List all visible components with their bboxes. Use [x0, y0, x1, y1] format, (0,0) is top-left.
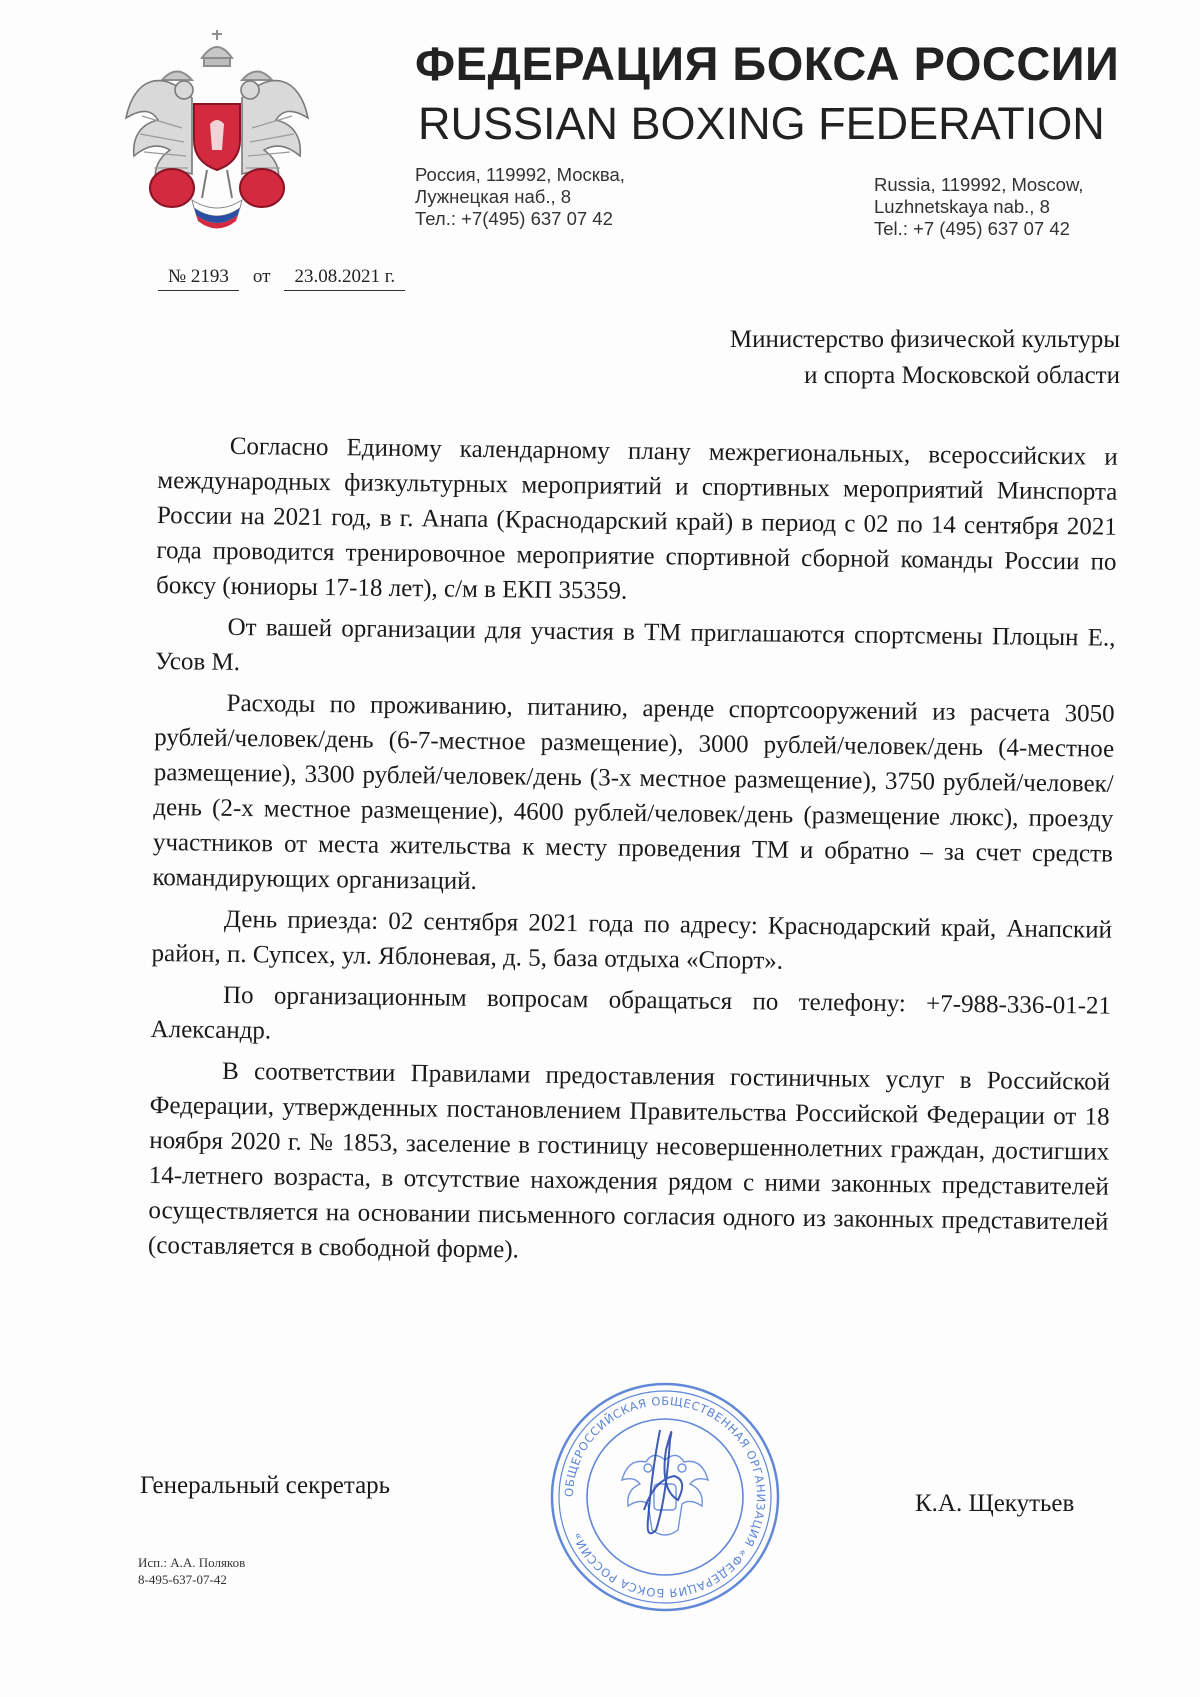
address-en: [874, 174, 1083, 240]
document-number-line: [158, 266, 405, 291]
addressee-line: и спорта Московской области: [804, 362, 1120, 389]
svg-text:ОБЩЕРОССИЙСКАЯ ОБЩЕСТВЕННАЯ ОР: [562, 1394, 768, 1600]
body-paragraph: По организационным вопросам обращаться по телефону: +7-988-336-01-21 Александр.: [150, 981, 1112, 1045]
federation-emblem-icon: [122, 28, 312, 233]
from-word: от: [252, 266, 271, 287]
executor-name: Исп.: А.А. Поляков: [138, 1555, 246, 1570]
executor-phone: 8-495-637-07-42: [138, 1572, 227, 1587]
signatory-title: Генеральный секретарь: [140, 1472, 391, 1499]
body-paragraph: Расходы по проживанию, питанию, аренде спортсооружений из расчета 3050 рублей/человек/день (6-7-местное размещение), 3000 рублей/человек/день (4-местное размещение), 3300 рублей/человек/день (3-х местное размещение), 3750 рублей/человек/день (2-х местное размещение), 4600 рублей/человек/день (размещение люкс), проезду участников от места жительства к месту проведения ТМ и обратно – за счет средств командирующих организаций.: [152, 689, 1115, 895]
round-seal-stamp-icon: [548, 1380, 782, 1614]
addressee-line: Министерство физической культуры: [729, 326, 1120, 353]
address-ru-line: Лужнецкая наб., 8: [415, 186, 572, 207]
signatory-name: К.А. Щекутьев: [915, 1490, 1075, 1517]
body-paragraph: Согласно Единому календарному плану межрегиональных, всероссийских и международных физкультурных мероприятий и спортивных мероприятий Минспорта России на 2021 год, в г. Анапа (Краснодарский край) в период с 02 по 14 сентября 2021 года проводится тренировочное мероприятие спортивной сборной команды России по боксу (юниоры 17-18 лет), с/м в ЕКП 35359.: [155, 432, 1118, 605]
executor-info: [138, 1554, 245, 1588]
body-paragraph: День приезда: 02 сентября 2021 года по адресу: Краснодарский край, Анапский район, п. Супсех, ул. Яблоневая, д. 5, база отдыха «Спорт».: [151, 905, 1113, 975]
org-name-ru: ФЕДЕРАЦИЯ БОКСА РОССИИ: [415, 37, 1120, 90]
address-en-line: Russia, 119992, Moscow,: [874, 174, 1084, 195]
address-en-line: Luzhnetskaya nab., 8: [874, 196, 1050, 217]
address-ru-line: Россия, 119992, Москва,: [415, 164, 625, 185]
addressee-block: [730, 322, 1120, 394]
address-en-line: Tel.: +7 (495) 637 07 42: [874, 218, 1070, 239]
document-number: № 2193: [158, 266, 239, 291]
address-ru-line: Тел.: +7(495) 637 07 42: [415, 208, 613, 229]
stamp-text: ОБЩЕРОССИЙСКАЯ ОБЩЕСТВЕННАЯ ОРГАНИЗАЦИЯ «ФЕДЕРАЦИЯ БОКСА РОССИИ»: [561, 1393, 769, 1601]
document-date: 23.08.2021 г.: [284, 266, 405, 291]
org-name-en: RUSSIAN BOXING FEDERATION: [418, 98, 1105, 149]
body-paragraph: От вашей организации для участия в ТМ приглашаются спортсмены Плоцын Е., Усов М.: [154, 613, 1116, 677]
body-paragraph: В соответствии Правилами предоставления гостиничных услуг в Российской Федерации, утвержденных постановлением Правительства Российской Федерации от 18 ноября 2020 г. № 1853, заселение в гостиницу несовершеннолетних граждан, достигших 14-летнего возраста, в отсутствие нахождения рядом с ними законных представителей осуществляется на основании письменного согласия одного из законных представителей (составляется в свободной форме).: [147, 1057, 1111, 1264]
address-ru: [415, 164, 625, 230]
letter-body: [148, 428, 1118, 1281]
